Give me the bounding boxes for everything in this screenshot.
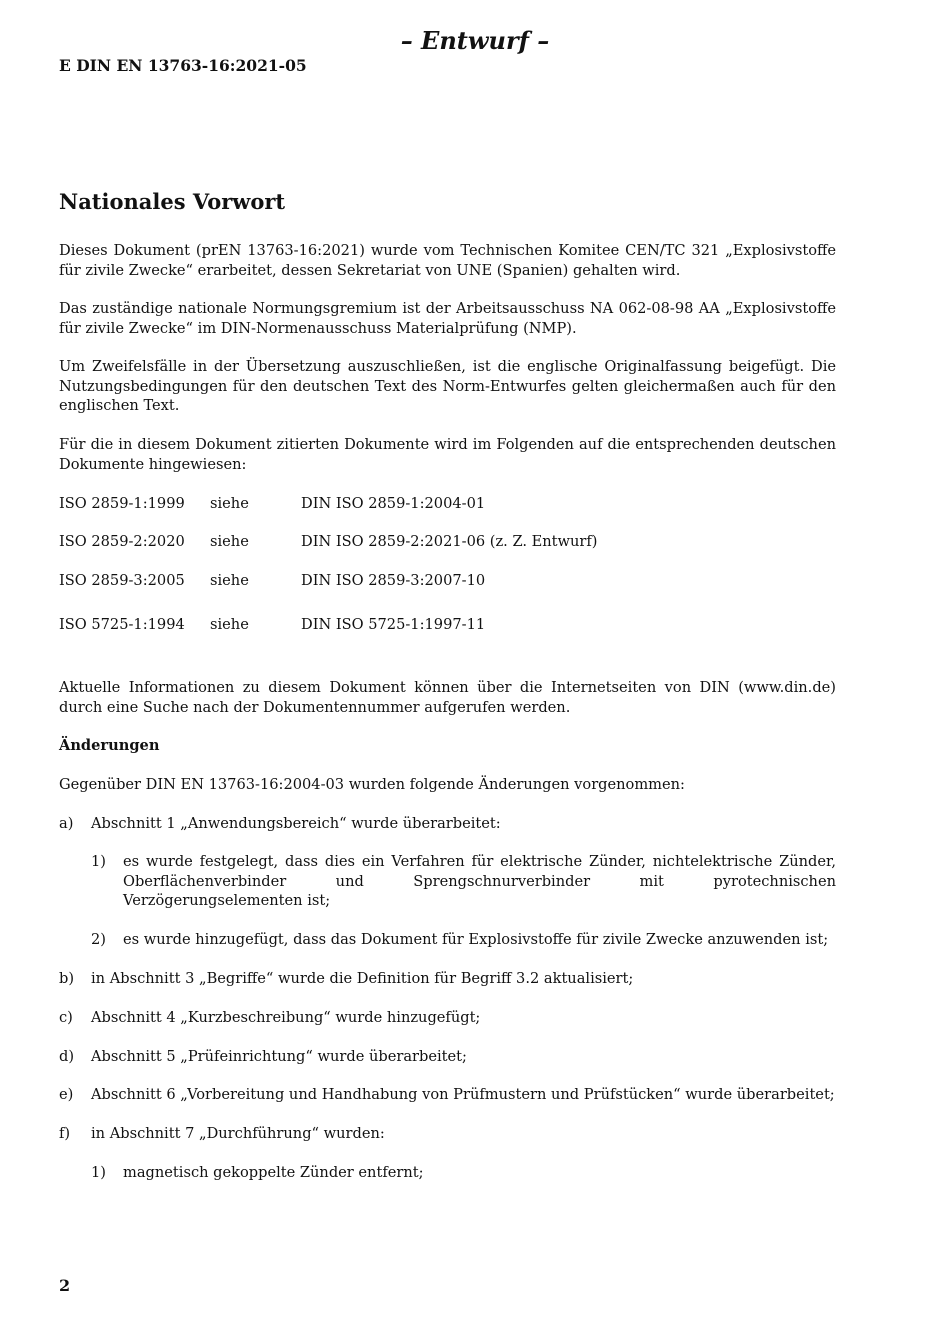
list-item-text: es wurde hinzugefügt, dass das Dokument für Explosivstoffe für zivile Zwecke anzuwenden ist;: [123, 931, 829, 948]
reference-relation: siehe: [210, 572, 249, 589]
changes-heading: Änderungen: [59, 737, 160, 754]
list-item-text: Abschnitt 6 „Vorbereitung und Handhabung von Prüfmustern und Prüfstücken“ wurde überarbeitet;: [91, 1086, 835, 1103]
list-item-text: Abschnitt 5 „Prüfeinrichtung“ wurde überarbeitet;: [91, 1048, 467, 1065]
list-marker: d): [59, 1048, 75, 1065]
reference-iso: ISO 2859-2:2020: [59, 533, 185, 550]
list-marker: f): [59, 1125, 71, 1142]
reference-iso: ISO 2859-1:1999: [59, 495, 185, 512]
paragraph-committee: Dieses Dokument (prEN 13763-16:2021) wurde vom Technischen Komitee CEN/TC 321 „Explosivstoffe für zivile Zwecke“ erarbeitet, dessen Sekretariat von UNE (Spanien) gehalten wird.: [59, 242, 836, 279]
list-marker: 1): [91, 853, 106, 870]
list-marker: c): [59, 1009, 73, 1026]
paragraph-info: Aktuelle Informationen zu diesem Dokument können über die Internetseiten von DIN (www.din.de) durch eine Suche nach der Dokumentennummer aufgerufen werden.: [59, 679, 836, 716]
list-item-text: in Abschnitt 3 „Begriffe“ wurde die Definition für Begriff 3.2 aktualisiert;: [91, 970, 634, 987]
list-marker: b): [59, 970, 75, 987]
draft-banner: – Entwurf –: [400, 26, 550, 55]
document-number: E DIN EN 13763-16:2021-05: [59, 56, 307, 75]
paragraph-national-body: Das zuständige nationale Normungsgremium ist der Arbeitsausschuss NA 062-08-98 AA „Explosivstoffe für zivile Zwecke“ im DIN-Normenausschuss Materialprüfung (NMP).: [59, 300, 836, 337]
list-item-text: magnetisch gekoppelte Zünder entfernt;: [123, 1164, 424, 1181]
reference-relation: siehe: [210, 616, 249, 633]
list-item-text: Abschnitt 1 „Anwendungsbereich“ wurde überarbeitet:: [91, 815, 501, 832]
reference-din: DIN ISO 2859-1:2004-01: [301, 495, 486, 512]
changes-intro: Gegenüber DIN EN 13763-16:2004-03 wurden folgende Änderungen vorgenommen:: [59, 776, 685, 793]
reference-iso: ISO 2859-3:2005: [59, 572, 185, 589]
list-item-text: in Abschnitt 7 „Durchführung“ wurden:: [91, 1125, 385, 1142]
reference-din: DIN ISO 5725-1:1997-11: [301, 616, 486, 633]
reference-relation: siehe: [210, 495, 249, 512]
paragraph-references-intro: Für die in diesem Dokument zitierten Dokumente wird im Folgenden auf die entsprechenden deutschen Dokumente hingewiesen:: [59, 436, 836, 473]
paragraph-translation: Um Zweifelsfälle in der Übersetzung auszuschließen, ist die englische Originalfassung beigefügt. Die Nutzungsbedingungen für den deutschen Text des Norm-Entwurfes gelten gleichermaßen auch für den englischen Text.: [59, 358, 836, 414]
page-number: 2: [59, 1276, 71, 1295]
reference-relation: siehe: [210, 533, 249, 550]
reference-iso: ISO 5725-1:1994: [59, 616, 185, 633]
reference-din: DIN ISO 2859-3:2007-10: [301, 572, 486, 589]
list-item-text: Abschnitt 4 „Kurzbeschreibung“ wurde hinzugefügt;: [91, 1009, 481, 1026]
list-item-text: es wurde festgelegt, dass dies ein Verfahren für elektrische Zünder, nichtelektrische Zünder, Oberflächenverbinder und Sprengschnurverbinder mit pyrotechnischen Verzögerungselementen ist;: [123, 853, 836, 909]
list-marker: a): [59, 815, 74, 832]
list-marker: 1): [91, 1164, 106, 1181]
list-marker: e): [59, 1086, 74, 1103]
reference-din: DIN ISO 2859-2:2021-06 (z. Z. Entwurf): [301, 533, 598, 550]
list-marker: 2): [91, 931, 106, 948]
page-title: Nationales Vorwort: [59, 189, 286, 214]
